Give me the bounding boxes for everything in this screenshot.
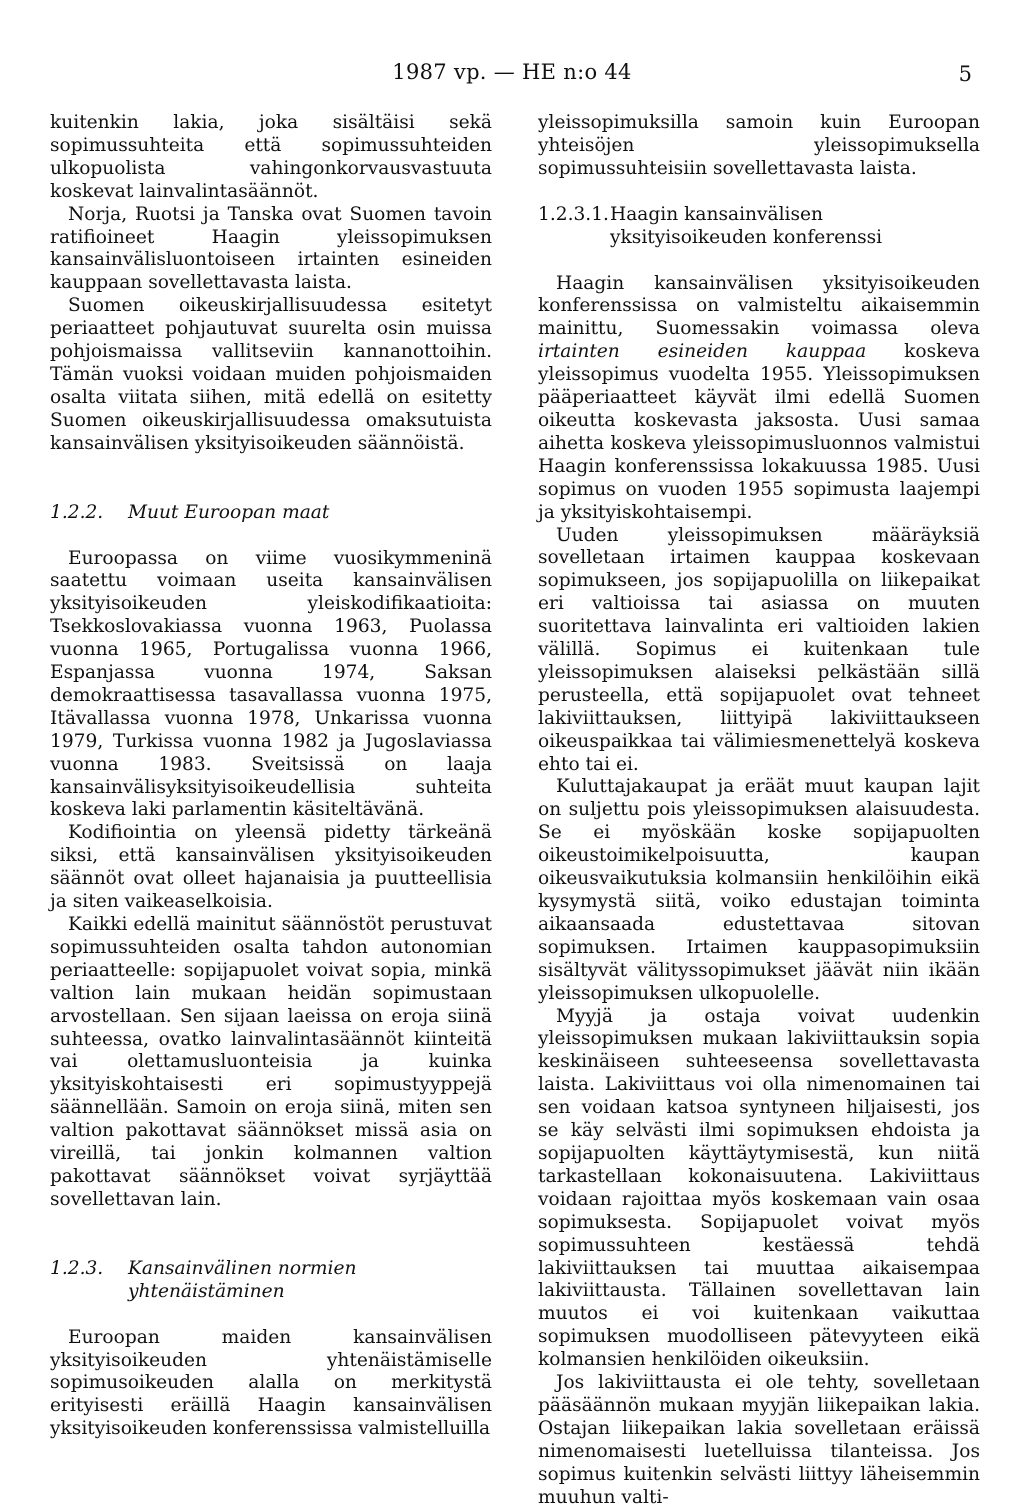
paragraph: yleissopimuksilla samoin kuin Euroopan yhteisöjen yleissopimuksella sopimussuhteisiin sovellettavasta laista.: [538, 112, 980, 179]
paragraph: Jos lakiviittausta ei ole tehty, sovelletaan pääsäännön mukaan myyjän liikepaikan lakia. Ostajan liikepaikan lakia sovelletaan eräissä nimenomaisesti luetelluissa tilanteissa. Jos sopimus kuitenkin selvästi liittyy läheisemmin muuhun valti-: [538, 1372, 980, 1508]
spacer: [50, 456, 492, 479]
paragraph: Uuden yleissopimuksen määräyksiä sovelletaan irtaimen kauppaa koskevaan sopimukseen, jos sopijapuolilla on liikepaikat eri valtioissa tai asiassa on muuten suoritettava lainvalinta eri valtioiden lakien välillä. Sopimus ei kuitenkaan tule yleissopimuksen alaiseksi pelkästään sillä perusteella, että sopijapuolet ovat tehneet lakiviittauksen, liittyipä lakiviittaukseen oikeuspaikkaa tai välimiesmenettelyä koskeva ehto tai ei.: [538, 524, 980, 775]
section-title: Muut Euroopan maat: [128, 501, 330, 523]
section-number: 1.2.2.: [50, 501, 104, 523]
paragraph-text: koskeva yleissopimus vuodelta 1955. Yleissopimuksen pääperiaatteet käyvät ilmi edellä Suomen oikeutta koskevasta jaksosta. Uusi samaa aihetta koskeva yleissopimusluonnos valmistui Haagin konferenssissa lokakuussa 1985. Uusi sopimus on vuoden 1955 sopimusta laajempi ja yksityiskohtaisempi.: [538, 341, 980, 523]
paragraph: [538, 273, 980, 525]
paragraph: Kodifiointia on yleensä pidetty tärkeänä siksi, että kansainvälisen yksityisoikeuden säännöt ovat olleet hajanaisia ja puutteellisia ja siten vaikeaselkoisia.: [50, 822, 492, 913]
paragraph: Myyjä ja ostaja voivat uudenkin yleissopimuksen mukaan lakiviittauksin sopia keskinäiseen suhteeseensa sovellettavasta laista. Lakiviittaus voi olla nimenomainen tai sen voidaan katsoa syntyneen hiljaisesti, jos se käy selvästi ilmi sopimuksen ehdoista ja sopijapuolten käyttäytymisestä, kun niitä tarkastellaan kokonaisuutena. Lakiviittaus voidaan rajoittaa myös koskemaan vain osaa sopimuksesta. Sopijapuolet voivat myös sopimussuhteen kestäessä tehdä lakiviittauksen tai muuttaa aikaisempaa lakiviittausta. Tällainen sovellettavan lain muutos ei voi kuitenkaan vaikuttaa sopimuksen muodolliseen pätevyyteen eikä kolmansien henkilöiden oikeuksiin.: [538, 1005, 980, 1371]
right-column: [538, 112, 980, 1509]
left-column: [50, 112, 492, 1441]
section-number: 1.2.3.: [50, 1257, 104, 1279]
running-title: 1987 vp. — HE n:o 44: [392, 60, 632, 84]
paragraph: Kaikki edellä mainitut säännöstöt perustuvat sopimussuhteiden osalta tahdon autonomian periaatteelle: sopijapuolet voivat sopia, minkä valtion lain mukaan heidän sopimustaan arvostellaan. Sen sijaan laeissa on eroja siinä suhteessa, ovatko lainvalintasäännöt kiinteitä vai olettamusluonteisia ja kuinka yksityiskohtaisesti eri sopimustyyppejä säännellään. Samoin on eroja siinä, miten sen valtion pakottavat säännökset missä asia on vireillä, tai jonkin kolmannen valtion pakottavat säännökset voivat syrjäyttää sovellettavan lain.: [50, 914, 492, 1210]
paragraph: Euroopan maiden kansainvälisen yksityisoikeuden yhtenäistämiselle sopimusoikeuden alalla on merkitystä erityisesti eräillä Haagin kansainvälisen yksityisoikeuden konferenssissa valmistelluilla: [50, 1326, 492, 1440]
page-number: 5: [958, 62, 972, 86]
paragraph: kuitenkin lakia, joka sisältäisi sekä sopimussuhteita että sopimussuhteiden ulkopuolista vahingonkorvausvastuuta koskevat lainvalintasäännöt.: [50, 112, 492, 202]
paragraph: Kuluttajakaupat ja eräät muut kaupan lajit on suljettu pois yleissopimuksen alaisuudesta. Se ei myöskään koske sopijapuolten oikeustoimikelpoisuutta, kaupan oikeusvaikutuksia kolmansiin henkilöihin eikä kysymystä siitä, voiko edustajan toiminta aikaansaada edustettavaa sitovan sopimuksen. Irtaimen kauppasopimuksiin sisältyvät välityssopimukset jäävät niin ikään yleissopimuksen ulkopuolelle.: [538, 776, 980, 1004]
section-title: Haagin kansainvälisen yksityisoikeuden konferenssi: [610, 203, 883, 248]
section-heading: [50, 1258, 492, 1304]
emphasis-text: irtainten esineiden kauppaa: [538, 341, 867, 363]
section-number: 1.2.3.1.: [538, 203, 609, 225]
section-heading: [538, 204, 980, 250]
paragraph: Norja, Ruotsi ja Tanska ovat Suomen tavoin ratifioineet Haagin yleissopimuksen kansainvälisluontoiseen irtainten esineiden kauppaan sovellettavasta laista.: [50, 203, 492, 294]
section-heading: [50, 502, 492, 525]
paragraph: Suomen oikeuskirjallisuudessa esitetyt periaatteet pohjautuvat suurelta osin muissa pohjoismaissa vallitseviin kannanottoihin. Tämän vuoksi voidaan muiden pohjoismaiden osalta viitata siihen, mitä edellä on esitetty Suomen oikeuskirjallisuudessa omaksutuista kansainvälisen yksityisoikeuden säännöistä.: [50, 295, 492, 454]
spacer: [50, 1212, 492, 1235]
page-header: [0, 60, 1024, 90]
section-title: Kansainvälinen normien yhtenäistäminen: [128, 1257, 357, 1302]
paragraph-text: Haagin kansainvälisen yksityisoikeuden konferenssissa on valmisteltu aikaisemmin mainittu, Suomessakin voimassa oleva: [538, 272, 980, 340]
paragraph: Euroopassa on viime vuosikymmeninä saatettu voimaan useita kansainvälisen yksityisoikeuden yleiskodifikaatioita: Tsekkoslovakiassa vuonna 1963, Puolassa vuonna 1965, Portugalissa vuonna 1966, Espanjassa vuonna 1974, Saksan demokraattisessa tasavallassa vuonna 1975, Itävallassa vuonna 1978, Unkarissa vuonna 1979, Turkissa vuonna 1982 ja Jugoslaviassa vuonna 1983. Sveitsissä on laaja kansainvälisyksityisoikeudellisia suhteita koskeva laki parlamentin käsiteltävänä.: [50, 547, 492, 821]
